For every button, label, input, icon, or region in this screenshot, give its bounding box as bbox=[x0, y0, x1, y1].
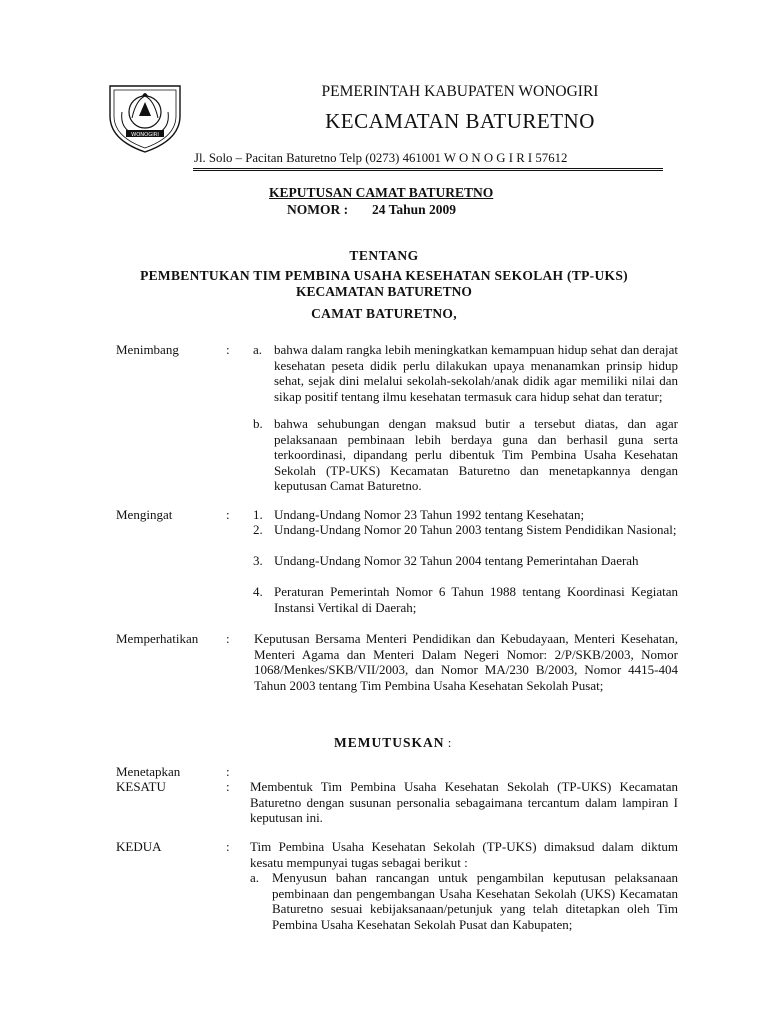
kesatu-colon: : bbox=[226, 779, 230, 794]
memperhatikan-text: Keputusan Bersama Menteri Pendidikan dan Kebudayaan, Menteri Kesehatan, Menteri Agama dan Menteri Dalam Negeri Nomor: 2/P/SKB/2003, Nomor 1068/Menkes/SKB/VII/2003, dan Nomor MA/230 B/2003, Nomor 4415-404 Tahun 2003 tentang Tim Pembina Usaha Kesehatan Sekolah Pusat; bbox=[254, 631, 678, 693]
mengingat-colon: : bbox=[226, 507, 230, 522]
memutuskan-heading bbox=[334, 735, 451, 751]
mengingat-item-4-marker: 4. bbox=[253, 584, 263, 599]
menimbang-label: Menimbang bbox=[116, 342, 179, 357]
menimbang-item-b-marker: b. bbox=[253, 416, 263, 431]
mengingat-item-4-text: Peraturan Pemerintah Nomor 6 Tahun 1988 tentang Koordinasi Kegiatan Instansi Vertikal di Daerah; bbox=[274, 584, 678, 615]
menimbang-item-a-marker: a. bbox=[253, 342, 263, 357]
letterhead-divider bbox=[193, 168, 663, 169]
logo-banner-text: WONOGIRI bbox=[131, 132, 159, 138]
mengingat-item-3-marker: 3. bbox=[253, 553, 263, 568]
memperhatikan-label: Memperhatikan bbox=[116, 631, 199, 646]
office-name: KECAMATAN BATURETNO bbox=[325, 109, 595, 133]
mengingat-item-3-text: Undang-Undang Nomor 32 Tahun 2004 tentang Pemerintahan Daerah bbox=[274, 553, 639, 568]
about-label: TENTANG bbox=[349, 248, 419, 263]
letterhead-divider-inner bbox=[193, 170, 663, 171]
menetapkan-label: Menetapkan bbox=[116, 764, 181, 779]
decree-number-label: NOMOR : bbox=[287, 202, 349, 217]
decree-subject-line1: PEMBENTUKAN TIM PEMBINA USAHA KESEHATAN SEKOLAH (TP-UKS) bbox=[140, 268, 628, 283]
kesatu-label: KESATU bbox=[116, 779, 166, 794]
menimbang-item-b-text: bahwa sehubungan dengan maksud butir a tersebut diatas, dan agar pelaksanaan pembinaan lebih berdaya guna dan berhasil guna serta terkoordinasi, dipandang perlu dibentuk Tim Pembina Usaha Kesehatan Sekolah (TP-UKS) Kecamatan Baturetno dan menetapkannya dengan keputusan Camat Baturetno. bbox=[274, 416, 678, 493]
decree-title: KEPUTUSAN CAMAT BATURETNO bbox=[269, 185, 494, 200]
kedua-item-a-text: Menyusun bahan rancangan untuk pengambilan keputusan pelaksanaan pembinaan dan pengembangan Usaha Kesehatan Sekolah (UKS) Kecamatan Baturetno sesuai kebijaksanaan/petunjuk yang telah ditetapkan oleh Tim Pembina Usaha Kesehatan Sekolah Pusat dan Kabupaten; bbox=[272, 870, 678, 932]
decree-issuer: CAMAT BATURETNO, bbox=[311, 306, 457, 321]
mengingat-item-1-marker: 1. bbox=[253, 507, 263, 522]
wonogiri-regency-emblem-icon bbox=[106, 82, 184, 154]
memperhatikan-colon: : bbox=[226, 631, 230, 646]
memutuskan-colon: : bbox=[444, 735, 452, 750]
office-address: Jl. Solo – Pacitan Baturetno Telp (0273) 461001 W O N O G I R I 57612 bbox=[194, 151, 568, 165]
memutuskan-label: MEMUTUSKAN bbox=[334, 735, 445, 750]
mengingat-item-2-marker: 2. bbox=[253, 522, 263, 537]
kedua-item-a-marker: a. bbox=[250, 870, 260, 885]
menimbang-item-a-text: bahwa dalam rangka lebih meningkatkan kemampuan hidup sehat dan derajat kesehatan peseta didik perlu dilakukan upaya menanamkan prinsip hidup sehat, sejak dini melalui sekolah-sekolah/anak didik agar memiliki nilai dan sikap positif tentang ilmu kesehatan termasuk cara hidup sehat dan teratur; bbox=[274, 342, 678, 404]
mengingat-item-1-text: Undang-Undang Nomor 23 Tahun 1992 tentang Kesehatan; bbox=[274, 507, 585, 522]
mengingat-label: Mengingat bbox=[116, 507, 173, 522]
kedua-text: Tim Pembina Usaha Kesehatan Sekolah (TP-UKS) dimaksud dalam diktum kesatu mempunyai tugas sebagai berikut : bbox=[250, 839, 678, 870]
government-name: PEMERINTAH KABUPATEN WONOGIRI bbox=[321, 83, 599, 100]
decree-subject-line2: KECAMATAN BATURETNO bbox=[296, 284, 472, 299]
decree-number-value: 24 Tahun 2009 bbox=[372, 202, 457, 217]
kesatu-text: Membentuk Tim Pembina Usaha Kesehatan Sekolah (TP-UKS) Kecamatan Baturetno dengan susunan personalia sebagaimana tercantum dalam lampiran I keputusan ini. bbox=[250, 779, 678, 825]
kedua-colon: : bbox=[226, 839, 230, 854]
menetapkan-colon: : bbox=[226, 764, 230, 779]
mengingat-item-2-text: Undang-Undang Nomor 20 Tahun 2003 tentang Sistem Pendidikan Nasional; bbox=[274, 522, 677, 537]
kedua-label: KEDUA bbox=[116, 839, 162, 854]
menimbang-colon: : bbox=[226, 342, 230, 357]
